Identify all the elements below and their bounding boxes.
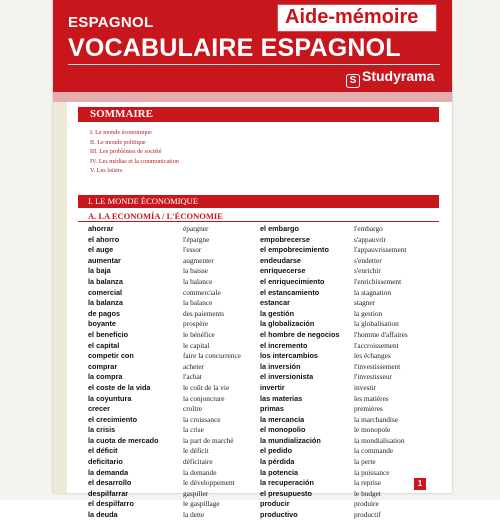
french-term: le capital — [183, 340, 210, 350]
spanish-term: boyante — [88, 319, 116, 329]
spanish-term: el beneficio — [88, 329, 129, 339]
vocab-column-french-2 — [354, 224, 408, 521]
book-title: VOCABULAIRE ESPAGNOL — [68, 34, 401, 62]
header-shadow — [53, 92, 452, 102]
french-term: l'accroissement — [354, 340, 399, 350]
subsection-divider — [78, 221, 439, 222]
french-term: le coût de la vie — [183, 382, 230, 392]
spanish-term: el empobrecimiento — [260, 245, 329, 255]
french-term: produire — [354, 499, 379, 509]
vocab-column-french-1 — [183, 224, 241, 521]
spanish-term: endeudarse — [260, 255, 301, 265]
french-term: le gaspillage — [183, 499, 220, 509]
spanish-term: la gestión — [260, 308, 295, 318]
spanish-term: el monopolio — [260, 425, 306, 435]
margin-strip — [53, 102, 67, 493]
french-term: l'embargo — [354, 224, 383, 233]
spanish-term: la mercancía — [260, 414, 305, 424]
french-term: l'investissement — [354, 361, 401, 371]
french-term: la croissance — [183, 414, 221, 424]
spanish-term: el incremento — [260, 340, 308, 350]
french-term: l'investisseur — [354, 372, 392, 382]
spanish-term: la cuota de mercado — [88, 435, 159, 445]
french-term: la demande — [183, 467, 217, 477]
spanish-term: primas — [260, 404, 284, 414]
spanish-term: la deuda — [88, 510, 118, 520]
spanish-term: la inversión — [260, 361, 301, 371]
spanish-term: la balanza — [88, 276, 123, 286]
spanish-term: la compra — [88, 372, 123, 382]
spanish-term: el crecimiento — [88, 414, 138, 424]
spanish-term: el enriquecimiento — [260, 276, 325, 286]
french-term: déficitaire — [183, 457, 213, 467]
spanish-term: el despilfarro — [88, 499, 134, 509]
spanish-term: invertir — [260, 382, 285, 392]
spanish-term: el estancamiento — [260, 287, 320, 297]
french-term: la reprise — [354, 478, 381, 488]
french-term: les matières — [354, 393, 389, 403]
spanish-term: la crisis — [88, 425, 116, 435]
subsection-title: A. LA ECONOMÍA / L'ÉCONOMIE — [88, 211, 223, 221]
spanish-term: las materias — [260, 393, 303, 403]
spanish-term: competir con — [88, 351, 134, 361]
french-term: s'enrichir — [354, 266, 381, 276]
french-term: premières — [354, 404, 383, 414]
french-term: le bénéfice — [183, 329, 215, 339]
spanish-term: la mundialización — [260, 435, 321, 445]
spanish-term: comprar — [88, 361, 118, 371]
french-term: l'essor — [183, 245, 202, 255]
spanish-term: la pérdida — [260, 457, 295, 467]
french-term: la perte — [354, 457, 376, 467]
spanish-term: el embargo — [260, 224, 299, 233]
french-term: la part de marché — [183, 435, 234, 445]
french-term: l'enrichissement — [354, 276, 402, 286]
subject-label: ESPAGNOL — [68, 14, 154, 31]
spanish-term: enriquecerse — [260, 266, 306, 276]
spanish-term: productivo — [260, 510, 298, 520]
french-term: commerciale — [183, 287, 221, 297]
publisher-name: Studyrama — [362, 68, 435, 84]
spanish-term: el capital — [88, 340, 120, 350]
french-term: le déficit — [183, 446, 209, 456]
page-number: 1 — [414, 478, 426, 490]
french-term: des paiements — [183, 308, 225, 318]
spanish-term: el déficit — [88, 446, 118, 456]
french-term: l'achat — [183, 372, 202, 382]
french-term: la balance — [183, 298, 213, 308]
spanish-term: el presupuesto — [260, 488, 312, 498]
spanish-term: el coste de la vida — [88, 382, 151, 392]
french-term: épargner — [183, 224, 209, 233]
french-term: la dette — [183, 510, 205, 520]
spanish-term: el inversionista — [260, 372, 314, 382]
french-term: augmenter — [183, 255, 214, 265]
french-term: acheter — [183, 361, 205, 371]
french-term: le budget — [354, 488, 381, 498]
spanish-term: los intercambios — [260, 351, 318, 361]
spanish-term: crecer — [88, 404, 110, 414]
spanish-term: el ahorro — [88, 234, 120, 244]
spanish-term: la demanda — [88, 467, 129, 477]
spanish-term: deficitario — [88, 457, 123, 467]
french-term: la commande — [354, 446, 394, 456]
french-term: la marchandise — [354, 414, 398, 424]
spanish-term: la recuperación — [260, 478, 314, 488]
title-divider — [68, 64, 440, 65]
sommaire-item: I. Le monde économique — [90, 129, 152, 136]
section-title: I. LE MONDE ÉCONOMIQUE — [88, 196, 199, 206]
spanish-term: la potencia — [260, 467, 299, 477]
publisher-logo — [346, 68, 434, 88]
sommaire-item: II. Le monde politique — [90, 138, 146, 146]
spanish-term: el pedido — [260, 446, 293, 456]
sommaire-item: V. Les loisirs — [90, 167, 123, 174]
french-term: productif — [354, 510, 381, 520]
french-term: la mondialisation — [354, 435, 405, 445]
french-term: la balance — [183, 276, 213, 286]
french-term: le monopole — [354, 425, 391, 435]
vocab-column-spanish-1 — [88, 224, 159, 521]
french-term: croître — [183, 404, 203, 414]
french-term: s'appauvrir — [354, 234, 387, 244]
spanish-term: la balanza — [88, 298, 123, 308]
french-term: la globalisation — [354, 319, 399, 329]
sommaire-title: SOMMAIRE — [90, 108, 153, 120]
spanish-term: la globalización — [260, 319, 315, 329]
french-term: s'endetter — [354, 255, 382, 265]
vocab-column-spanish-2 — [260, 224, 339, 521]
french-term: la baisse — [183, 266, 208, 276]
spanish-term: de pagos — [88, 308, 121, 318]
french-term: l'appauvrissement — [354, 245, 407, 255]
spanish-term: el hombre de negocios — [260, 329, 340, 339]
french-term: gaspiller — [183, 488, 209, 498]
spanish-term: producir — [260, 499, 290, 509]
spanish-term: aumentar — [88, 255, 121, 265]
french-term: la crise — [183, 425, 204, 435]
spanish-term: el auge — [88, 245, 114, 255]
spanish-term: empobrecerse — [260, 234, 310, 244]
french-term: la gestion — [354, 308, 383, 318]
spanish-term: el desarrollo — [88, 478, 132, 488]
french-term: l'épargne — [183, 234, 210, 244]
publisher-mark-icon: S — [346, 74, 360, 88]
french-term: le développement — [183, 478, 235, 488]
french-term: la stagnation — [354, 287, 392, 297]
aide-memoire-label: Aide-mémoire — [285, 6, 419, 28]
french-term: les échanges — [354, 351, 391, 361]
french-term: prospère — [183, 319, 209, 329]
french-term: la puissance — [354, 467, 390, 477]
french-term: l'homme d'affaires — [354, 329, 408, 339]
french-term: stagner — [354, 298, 376, 308]
sommaire-item: III. Les problèmes de société — [90, 148, 162, 155]
french-term: faire la concurrence — [183, 351, 241, 361]
spanish-term: la baja — [88, 266, 111, 276]
sommaire-list — [90, 128, 179, 176]
sommaire-item: IV. Les médias et la communication — [90, 157, 179, 165]
french-term: la conjoncture — [183, 393, 225, 403]
spanish-term: la coyuntura — [88, 393, 132, 403]
spanish-term: despilfarrar — [88, 488, 129, 498]
french-term: investir — [354, 382, 376, 392]
spanish-term: estancar — [260, 298, 291, 308]
spanish-term: ahorrar — [88, 224, 114, 233]
spanish-term: comercial — [88, 287, 123, 297]
